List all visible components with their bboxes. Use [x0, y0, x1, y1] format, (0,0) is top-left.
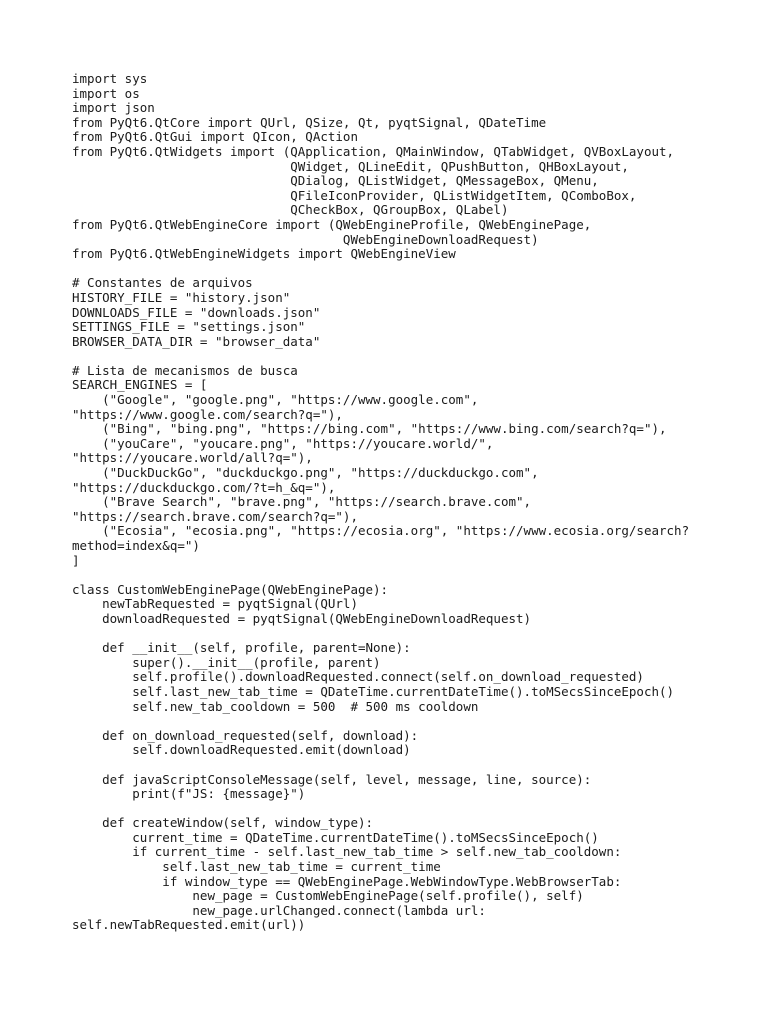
- code-line: ("DuckDuckGo", "duckduckgo.png", "https://duckduckgo.com",: [72, 465, 539, 481]
- code-line: ("Brave Search", "brave.png", "https://search.brave.com",: [72, 494, 532, 510]
- code-line: from PyQt6.QtCore import QUrl, QSize, Qt, pyqtSignal, QDateTime: [72, 114, 547, 130]
- code-line: if current_time - self.last_new_tab_time > self.new_tab_cooldown:: [72, 844, 622, 860]
- code-line: self.last_new_tab_time = current_time: [72, 859, 441, 875]
- code-line: if window_type == QWebEnginePage.WebWindowType.WebBrowserTab:: [72, 873, 622, 889]
- code-line: from PyQt6.QtWebEngineWidgets import QWebEngineView: [72, 246, 456, 262]
- code-line: [72, 758, 689, 773]
- code-line: print(f"JS: {message}"): [72, 786, 306, 802]
- code-line: class CustomWebEnginePage(QWebEnginePage):: [72, 581, 389, 597]
- code-line: current_time = QDateTime.currentDateTime().toMSecsSinceEpoch(): [72, 829, 599, 845]
- code-line: "https://www.google.com/search?q="),: [72, 406, 343, 422]
- code-line: QFileIconProvider, QListWidgetItem, QComboBox,: [72, 187, 637, 203]
- code-line: [72, 349, 689, 364]
- code-line: [72, 714, 689, 729]
- code-line: "https://search.brave.com/search?q="),: [72, 508, 358, 524]
- code-listing: [72, 72, 689, 933]
- code-line: self.newTabRequested.emit(url)): [72, 917, 306, 933]
- code-line: ("Google", "google.png", "https://www.google.com",: [72, 392, 479, 408]
- code-line: SETTINGS_FILE = "settings.json": [72, 319, 306, 335]
- code-line: def javaScriptConsoleMessage(self, level, message, line, source):: [72, 771, 592, 787]
- code-line: BROWSER_DATA_DIR = "browser_data": [72, 333, 321, 349]
- code-line: # Constantes de arquivos: [72, 275, 253, 291]
- code-line: [72, 262, 689, 277]
- code-line: "https://duckduckgo.com/?t=h_&q="),: [72, 479, 336, 495]
- code-line: [72, 568, 689, 583]
- code-line: newTabRequested = pyqtSignal(QUrl): [72, 596, 358, 612]
- code-line: self.new_tab_cooldown = 500 # 500 ms cooldown: [72, 698, 479, 714]
- code-line: import os: [72, 85, 140, 101]
- code-line: ("Ecosia", "ecosia.png", "https://ecosia.org", "https://www.ecosia.org/search?: [72, 523, 690, 539]
- code-line: from PyQt6.QtWidgets import (QApplication, QMainWindow, QTabWidget, QVBoxLayout,: [72, 143, 675, 159]
- code-line: def on_download_requested(self, download):: [72, 727, 419, 743]
- code-line: self.downloadRequested.emit(download): [72, 742, 411, 758]
- code-line: SEARCH_ENGINES = [: [72, 377, 208, 393]
- code-line: QWebEngineDownloadRequest): [72, 231, 539, 247]
- code-line: import sys: [72, 71, 148, 86]
- code-line: super().__init__(profile, parent): [72, 654, 381, 670]
- code-line: method=index&q="): [72, 538, 200, 553]
- code-line: from PyQt6.QtGui import QIcon, QAction: [72, 129, 358, 145]
- code-line: def createWindow(self, window_type):: [72, 815, 374, 831]
- code-line: self.last_new_tab_time = QDateTime.currentDateTime().toMSecsSinceEpoch(): [72, 683, 675, 699]
- code-line: ("Bing", "bing.png", "https://bing.com", "https://www.bing.com/search?q="),: [72, 421, 667, 437]
- code-line: import json: [72, 100, 155, 116]
- code-line: DOWNLOADS_FILE = "downloads.json": [72, 304, 321, 320]
- code-line: QWidget, QLineEdit, QPushButton, QHBoxLayout,: [72, 158, 629, 174]
- code-line: QCheckBox, QGroupBox, QLabel): [72, 202, 509, 218]
- code-line: QDialog, QListWidget, QMessageBox, QMenu,: [72, 173, 599, 189]
- code-line: [72, 627, 689, 642]
- code-line: ]: [72, 552, 80, 568]
- code-line: HISTORY_FILE = "history.json": [72, 289, 291, 305]
- code-line: "https://youcare.world/all?q="),: [72, 450, 313, 466]
- code-line: from PyQt6.QtWebEngineCore import (QWebEngineProfile, QWebEnginePage,: [72, 216, 592, 232]
- code-line: downloadRequested = pyqtSignal(QWebEngineDownloadRequest): [72, 610, 532, 626]
- code-line: # Lista de mecanismos de busca: [72, 362, 298, 378]
- code-line: new_page.urlChanged.connect(lambda url:: [72, 902, 486, 918]
- code-line: new_page = CustomWebEnginePage(self.profile(), self): [72, 888, 584, 904]
- code-line: ("youCare", "youcare.png", "https://youcare.world/",: [72, 435, 494, 451]
- code-line: [72, 802, 689, 817]
- code-line: self.profile().downloadRequested.connect(self.on_download_requested): [72, 669, 644, 685]
- code-line: def __init__(self, profile, parent=None):: [72, 640, 411, 656]
